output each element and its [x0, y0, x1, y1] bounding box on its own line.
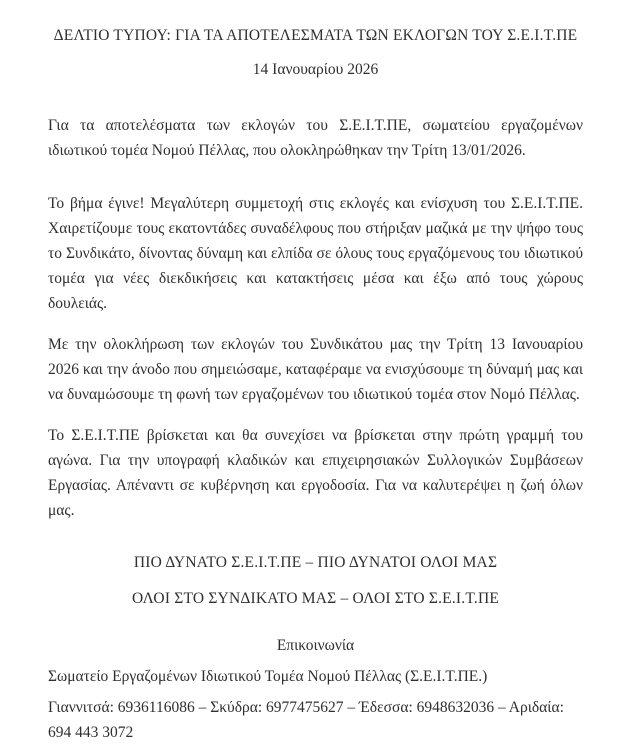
contact-phone-numbers: Γιαννιτσά: 6936116086 – Σκύδρα: 6977475627 – Έδεσσα: 6948632036 – Αριδαία: 694 443 3072 [48, 699, 564, 741]
page-title: ΔΕΛΤΙΟ ΤΥΠΟΥ: ΓΙΑ ΤΑ ΑΠΟΤΕΛΕΣΜΑΤΑ ΤΩΝ ΕΚΛΟΓΩΝ ΤΟΥ Σ.Ε.Ι.Τ.ΠΕ [53, 27, 578, 44]
paragraph-results: Το βήμα έγινε! Μεγαλύτερη συμμετοχή στις εκλογές και ενίσχυση του Σ.Ε.Ι.Τ.ΠΕ. Χαιρετίζουμε τους εκατοντάδες συναδέλφους που στήριξαν μαζικά με την ψήφο τους το Συνδικάτο, δίνοντας δύναμη και ελπίδα σε όλους τους εργαζόμενους του ιδιωτικού τομέα για νέες διεκδικήσεις και κατακτήσεις μέσα και έξω από τους χώρους δουλειάς. [48, 195, 583, 312]
document-date: 14 Ιανουαρίου 2026 [252, 61, 379, 78]
contact-heading: Επικοινωνία [276, 637, 355, 654]
slogan-line-1: ΠΙΟ ΔΥΝΑΤΟ Σ.Ε.Ι.Τ.ΠΕ – ΠΙΟ ΔΥΝΑΤΟΙ ΟΛΟΙ ΜΑΣ [133, 554, 498, 571]
paragraph-completion: Με την ολοκλήρωση των εκλογών του Συνδικάτου μας την Τρίτη 13 Ιανουαρίου 2026 και την άνοδο που σημειώσαμε, καταφέραμε να ενισχύσουμε τη δύναμή μας και να δυναμώσουμε τη φωνή των εργαζομένων του ιδιωτικού τομέα στον Νομό Πέλλας. [48, 336, 583, 403]
paragraph-commitment: Το Σ.Ε.Ι.Τ.ΠΕ βρίσκεται και θα συνεχίσει να βρίσκεται στην πρώτη γραμμή του αγώνα. Για την υπογραφή κλαδικών και επιχειρησιακών Συλλογικών Συμβάσεων Εργασίας. Απέναντι σε κυβέρνηση και εργοδοσία. Για να καλυτερέψει η ζωή όλων μας. [48, 427, 583, 519]
paragraph-intro: Για τα αποτελέσματα των εκλογών του Σ.Ε.Ι.Τ.ΠΕ, σωματείου εργαζομένων ιδιωτικού τομέα Νομού Πέλλας, που ολοκληρώθηκαν την Τρίτη 13/01/2026. [48, 117, 583, 159]
contact-organization: Σωματείο Εργαζομένων Ιδιωτικού Τομέα Νομού Πέλλας (Σ.Ε.Ι.Τ.ΠΕ.) [48, 668, 488, 685]
slogan-line-2: ΟΛΟΙ ΣΤΟ ΣΥΝΔΙΚΑΤΟ ΜΑΣ – ΟΛΟΙ ΣΤΟ Σ.Ε.Ι.Τ.ΠΕ [131, 590, 500, 607]
